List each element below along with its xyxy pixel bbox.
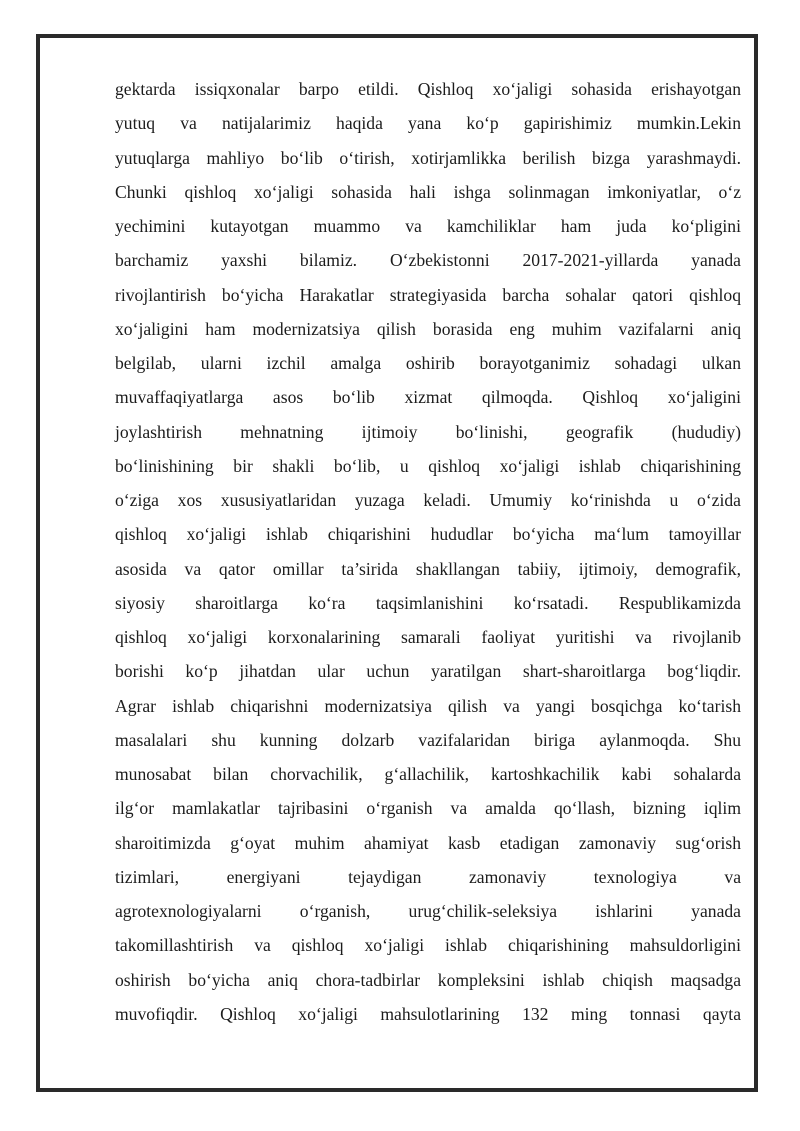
text-line: gektarda issiqxonalar barpo etildi. Qishloq xo‘jaligi sohasida erishayotgan	[115, 79, 741, 99]
text-line: sharoitimizda g‘oyat muhim ahamiyat kasb etadigan zamonaviy sug‘orish	[115, 832, 741, 853]
text-line: o‘ziga xos xususiyatlaridan yuzaga keladi. Umumiy ko‘rinishda u o‘zida	[115, 490, 741, 510]
text-line: rivojlantirish bo‘yicha Harakatlar strategiyasida barcha sohalar qatori qishloq	[115, 284, 741, 305]
text-line: yechimini kutayotgan muammo va kamchiliklar ham juda ko‘pligini	[115, 216, 741, 236]
text-line: barchamiz yaxshi bilamiz. O‘zbekistonni 2017-2021-yillarda yanada	[115, 250, 741, 271]
text-line: Agrar ishlab chiqarishni modernizatsiya qilish va yangi bosqichga ko‘tarish	[115, 695, 741, 716]
text-line: yutuqlarga mahliyo bo‘lib o‘tirish, xotirjamlikka berilish bizga yarashmaydi.	[115, 147, 741, 168]
text-line: borishi ko‘p jihatdan ular uchun yaratilgan shart-sharoitlarga bog‘liqdir.	[115, 661, 741, 682]
text-line: asosida va qator omillar ta’sirida shakllangan tabiiy, ijtimoiy, demografik,	[115, 558, 741, 579]
text-line: belgilab, ularni izchil amalga oshirib borayotganimiz sohadagi ulkan	[115, 353, 741, 373]
text-line: siyosiy sharoitlarga ko‘ra taqsimlanishini ko‘rsatadi. Respublikamizda	[115, 592, 741, 613]
text-line: joylashtirish mehnatning ijtimoiy bo‘linishi, geografik (hududiy)	[115, 421, 741, 442]
text-line: tizimlari, energiyani tejaydigan zamonaviy texnologiya va	[115, 866, 741, 887]
text-line: munosabat bilan chorvachilik, g‘allachilik, kartoshkachilik kabi sohalarda	[115, 764, 741, 784]
text-line: bo‘linishining bir shakli bo‘lib, u qishloq xo‘jaligi ishlab chiqarishining	[115, 455, 741, 476]
text-line: ilg‘or mamlakatlar tajribasini o‘rganish va amalda qo‘llash, bizning iqlim	[115, 798, 741, 819]
text-line: xo‘jaligini ham modernizatsiya qilish borasida eng muhim vazifalarni aniq	[115, 318, 741, 339]
text-line: qishloq xo‘jaligi ishlab chiqarishini hududlar bo‘yicha ma‘lum tamoyillar	[115, 524, 741, 545]
text-line: oshirish bo‘yicha aniq chora-tadbirlar kompleksini ishlab chiqish maqsadga	[115, 969, 741, 990]
text-line: muvofiqdir. Qishloq xo‘jaligi mahsulotlarining 132 ming tonnasi qayta	[115, 1003, 741, 1024]
body-text	[115, 72, 741, 1031]
text-line: yutuq va natijalarimiz haqida yana ko‘p gapirishimiz mumkin.Lekin	[115, 113, 741, 134]
text-line: agrotexnologiyalarni o‘rganish, urug‘chilik-seleksiya ishlarini yanada	[115, 901, 741, 921]
text-line: qishloq xo‘jaligi korxonalarining samarali faoliyat yuritishi va rivojlanib	[115, 627, 741, 647]
text-line: takomillashtirish va qishloq xo‘jaligi ishlab chiqarishining mahsuldorligini	[115, 935, 741, 956]
text-line: Chunki qishloq xo‘jaligi sohasida hali ishga solinmagan imkoniyatlar, o‘z	[115, 181, 741, 202]
text-line: muvaffaqiyatlarga asos bo‘lib xizmat qilmoqda. Qishloq xo‘jaligini	[115, 387, 741, 408]
text-line: masalalari shu kunning dolzarb vazifalaridan biriga aylanmoqda. Shu	[115, 729, 741, 750]
